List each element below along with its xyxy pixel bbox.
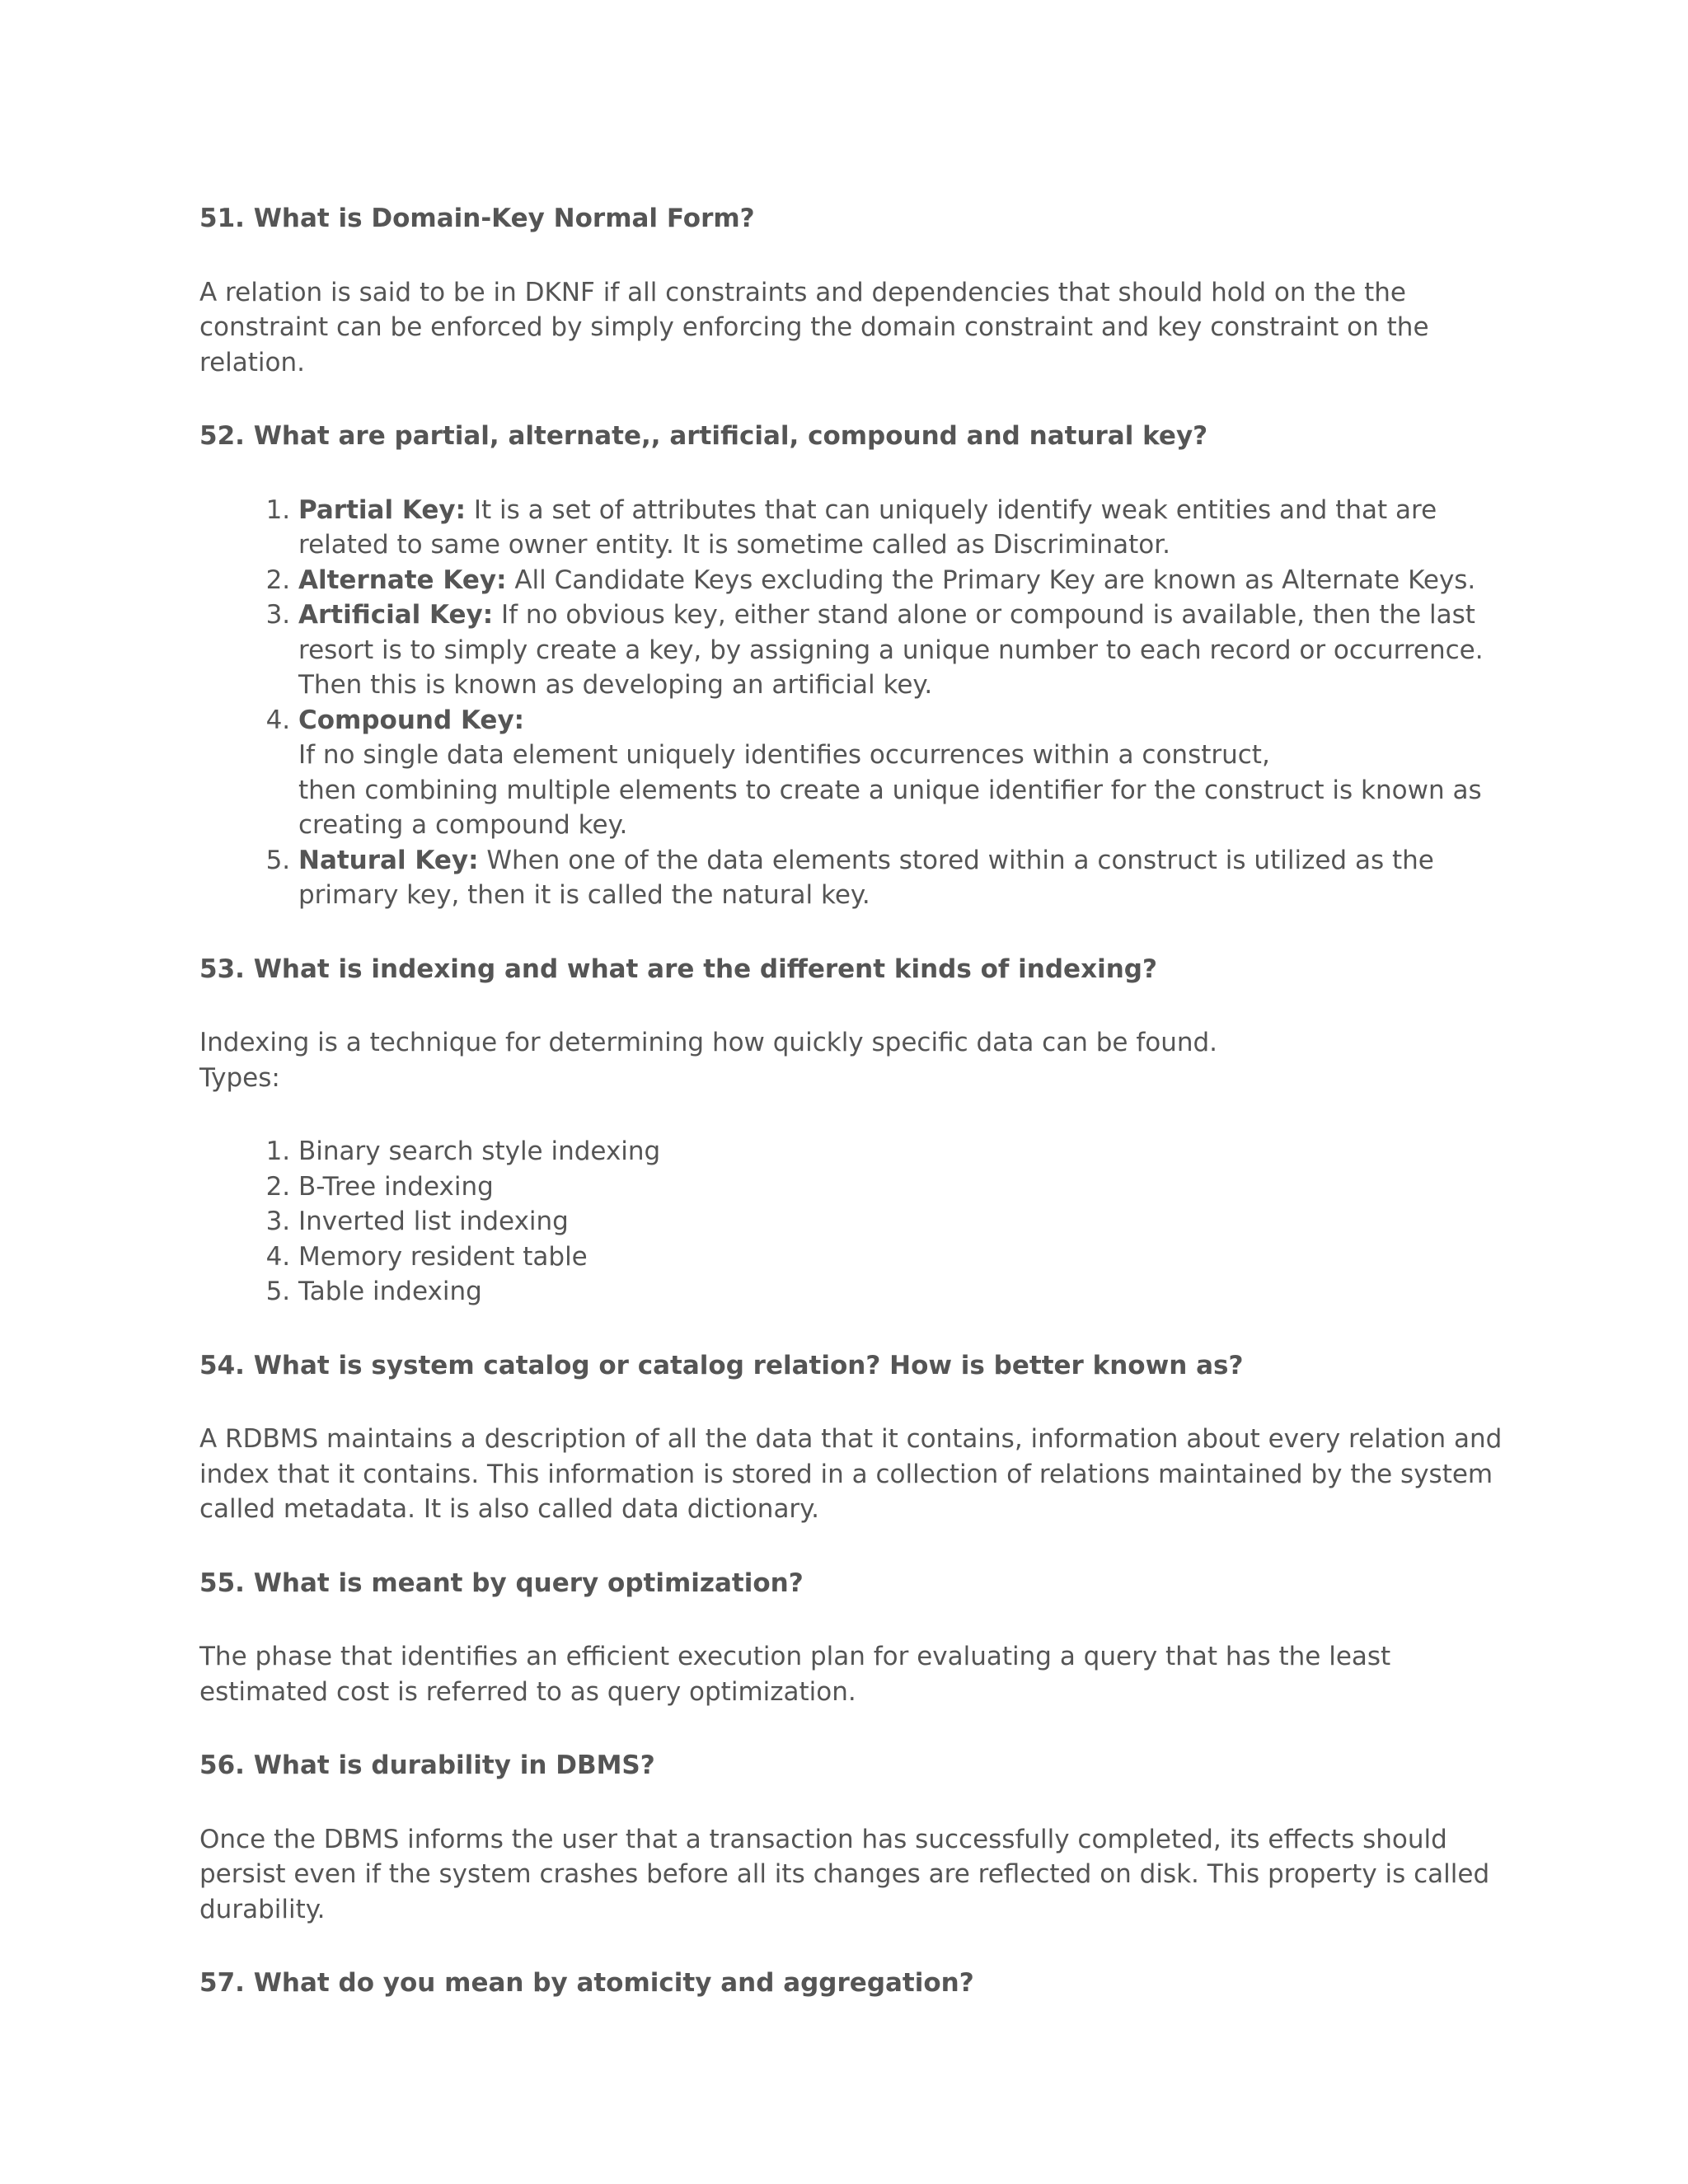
document-page bbox=[199, 201, 1502, 2040]
answer-51-line: constraint can be enforced by simply enforcing the domain constraint and key constraint on the bbox=[199, 312, 1429, 342]
list-item-compound-key bbox=[298, 703, 1502, 843]
list-item: 5. Table indexing bbox=[298, 1274, 1502, 1310]
definition-line: If no obvious key, either stand alone or compound is available, then the last bbox=[493, 600, 1475, 630]
term-partial-key: Partial Key: bbox=[298, 494, 466, 525]
definition-line: It is a set of attributes that can uniquely identify weak entities and that are bbox=[465, 494, 1437, 525]
list-item-alternate-key bbox=[298, 563, 1502, 598]
term-compound-key: Compound Key: bbox=[298, 705, 525, 735]
question-55-heading: 55. What is meant by query optimization? bbox=[199, 1568, 804, 1598]
answer-55 bbox=[199, 1639, 1502, 1709]
answer-51 bbox=[199, 275, 1502, 381]
key-types-list bbox=[199, 493, 1502, 913]
answer-54-line: A RDBMS maintains a description of all the data that it contains, information about every relation and bbox=[199, 1424, 1503, 1454]
list-item-natural-key bbox=[298, 843, 1502, 913]
definition-line: All Candidate Keys excluding the Primary Key are known as Alternate Keys. bbox=[506, 565, 1476, 595]
term-alternate-key: Alternate Key: bbox=[298, 565, 507, 595]
answer-53-line: Types: bbox=[199, 1062, 280, 1093]
term-artificial-key: Artificial Key: bbox=[298, 600, 494, 630]
question-56-heading: 56. What is durability in DBMS? bbox=[199, 1750, 655, 1780]
answer-54-line: called metadata. It is also called data dictionary. bbox=[199, 1494, 819, 1524]
definition-line: creating a compound key. bbox=[298, 810, 628, 840]
answer-54-line: index that it contains. This information is stored in a collection of relations maintained by the system bbox=[199, 1459, 1493, 1489]
definition-line: When one of the data elements stored within a construct is utilized as the bbox=[478, 845, 1434, 875]
definition-line: If no single data element uniquely identifies occurrences within a construct, bbox=[298, 740, 1270, 770]
question-51-heading: 51. What is Domain-Key Normal Form? bbox=[199, 204, 755, 233]
answer-56-line: persist even if the system crashes before all its changes are reflected on disk. This property is called bbox=[199, 1859, 1490, 1889]
list-item: 3. Inverted list indexing bbox=[298, 1204, 1502, 1240]
definition-line: related to same owner entity. It is sometime called as Discriminator. bbox=[298, 530, 1170, 560]
answer-56 bbox=[199, 1822, 1502, 1928]
definition-line: primary key, then it is called the natural key. bbox=[298, 880, 870, 910]
list-item-partial-key bbox=[298, 493, 1502, 563]
answer-53 bbox=[199, 1025, 1502, 1095]
answer-53-line: Indexing is a technique for determining how quickly specific data can be found. bbox=[199, 1028, 1218, 1057]
list-item: 1. Binary search style indexing bbox=[298, 1134, 1502, 1169]
list-item: 4. Memory resident table bbox=[298, 1240, 1502, 1275]
answer-55-line: estimated cost is referred to as query optimization. bbox=[199, 1676, 856, 1707]
term-natural-key: Natural Key: bbox=[298, 845, 479, 875]
answer-56-line: durability. bbox=[199, 1894, 326, 1924]
answer-55-line: The phase that identifies an efficient execution plan for evaluating a query that has the least bbox=[199, 1642, 1391, 1671]
question-54-heading: 54. What is system catalog or catalog relation? How is better known as? bbox=[199, 1350, 1244, 1380]
list-item-artificial-key bbox=[298, 598, 1502, 703]
answer-54 bbox=[199, 1422, 1502, 1527]
answer-51-line: relation. bbox=[199, 347, 305, 377]
answer-56-line: Once the DBMS informs the user that a transaction has successfully completed, its effects should bbox=[199, 1824, 1447, 1854]
definition-line: Then this is known as developing an artificial key. bbox=[298, 670, 933, 700]
answer-51-line: A relation is said to be in DKNF if all constraints and dependencies that should hold on the the bbox=[199, 277, 1406, 307]
question-53-heading: 53. What is indexing and what are the different kinds of indexing? bbox=[199, 954, 1157, 984]
definition-line: then combining multiple elements to create a unique identifier for the construct is known as bbox=[298, 775, 1482, 805]
definition-line: resort is to simply create a key, by assigning a unique number to each record or occurrence. bbox=[298, 635, 1484, 665]
question-52-heading: 52. What are partial, alternate,, artificial, compound and natural key? bbox=[199, 421, 1208, 451]
list-item: 2. B-Tree indexing bbox=[298, 1169, 1502, 1205]
indexing-types-list bbox=[199, 1134, 1502, 1310]
question-57-heading: 57. What do you mean by atomicity and aggregation? bbox=[199, 1968, 974, 1998]
